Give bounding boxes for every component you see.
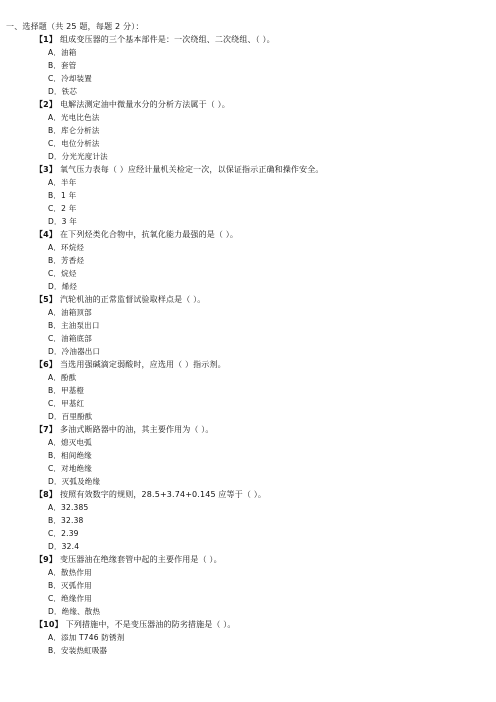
question-stem: [35, 488, 487, 501]
question-number: 【9】: [35, 555, 58, 564]
answer-option: D．绝缘、散热: [48, 607, 101, 616]
question-number: 【1】: [35, 35, 58, 44]
question-block: [27, 98, 487, 163]
answer-option: C．烷烃: [48, 269, 77, 278]
answer-option: A．32.385: [48, 503, 89, 512]
answer-option: A．油箱顶部: [48, 308, 92, 317]
answer-option: B．库仑分析法: [48, 126, 100, 135]
answer-option: D．32.4: [48, 542, 80, 551]
answer-option: B．1 年: [48, 191, 77, 200]
question-text: 在下列烃类化合物中，抗氧化能力最强的是（ ）。: [60, 230, 239, 239]
question-text: 电解法测定油中微量水分的分析方法属于（ ）。: [60, 100, 230, 109]
answer-option: A．半年: [48, 178, 77, 187]
question-number: 【10】: [35, 620, 63, 629]
answer-option: A．添加 T746 防锈剂: [48, 633, 125, 642]
answer-option: B．相间绝缘: [48, 451, 92, 460]
question-block: [27, 33, 487, 98]
answer-option: C．甲基红: [48, 399, 85, 408]
question-number: 【2】: [35, 100, 58, 109]
answer-option: A．散热作用: [48, 568, 92, 577]
answer-option: B．套管: [48, 61, 77, 70]
question-block: [27, 553, 487, 618]
question-stem: [35, 33, 487, 46]
question-block: [27, 293, 487, 358]
question-text: 下列措施中，不是变压器油的防劣措施是（ ）。: [65, 620, 236, 629]
question-text: 按照有效数字的规则，28.5+3.74+0.145 应等于（ ）。: [60, 490, 266, 499]
question-number: 【3】: [35, 165, 58, 174]
answer-option: D．灭弧及绝缘: [48, 477, 101, 486]
question-text: 变压器油在绝缘套管中起的主要作用是（ ）。: [60, 555, 222, 564]
question-text: 当选用强碱滴定弱酸时，应选用（ ）指示剂。: [60, 360, 226, 369]
answer-option: B．安装热虹吸器: [48, 646, 108, 655]
exam-document: [6, 20, 487, 657]
question-block: [27, 488, 487, 553]
answer-option: C．冷却装置: [48, 74, 92, 83]
question-block: [27, 423, 487, 488]
question-text: 多油式断路器中的油，其主要作用为（ ）。: [60, 425, 214, 434]
answer-option: C．对地绝缘: [48, 464, 92, 473]
section-title: 一、选择题（共 25 题，每题 2 分）：: [6, 22, 144, 31]
question-stem: [35, 553, 487, 566]
answer-option: D．3 年: [48, 217, 77, 226]
answer-option: A．油箱: [48, 48, 77, 57]
answer-option: D．冷油器出口: [48, 347, 101, 356]
question-stem: [35, 228, 487, 241]
answer-option: A．光电比色法: [48, 113, 100, 122]
answer-option: B．芳香烃: [48, 256, 85, 265]
question-text: 组成变压器的三个基本部件是：一次绕组、二次绕组、（ ）。: [60, 35, 275, 44]
answer-option: C．2.39: [48, 529, 79, 538]
answer-option: C．绝缘作用: [48, 594, 92, 603]
question-stem: [35, 98, 487, 111]
answer-option: B．32.38: [48, 516, 84, 525]
answer-option: C．电位分析法: [48, 139, 100, 148]
answer-option: A．熄灭电弧: [48, 438, 92, 447]
answer-option: D．分光光度计法: [48, 152, 108, 161]
question-stem: [35, 163, 487, 176]
question-block: [27, 358, 487, 423]
answer-option: A．酚酞: [48, 373, 77, 382]
question-stem: [35, 423, 487, 436]
question-block: [27, 618, 487, 657]
answer-option: B．灭弧作用: [48, 581, 92, 590]
answer-option: C．油箱底部: [48, 334, 92, 343]
answer-option: D．百里酚酞: [48, 412, 93, 421]
question-stem: [35, 293, 487, 306]
question-block: [27, 228, 487, 293]
question-stem: [35, 618, 487, 631]
question-text: 汽轮机油的正常监督试验取样点是（ ）。: [60, 295, 206, 304]
question-number: 【7】: [35, 425, 58, 434]
question-number: 【6】: [35, 360, 58, 369]
answer-option: B．甲基橙: [48, 386, 85, 395]
answer-option: B．主油泵出口: [48, 321, 100, 330]
answer-option: D．烯烃: [48, 282, 78, 291]
question-list: [27, 33, 487, 657]
answer-option: D．铁芯: [48, 87, 78, 96]
question-number: 【8】: [35, 490, 58, 499]
question-block: [27, 163, 487, 228]
question-text: 氧气压力表每（ ）应经计量机关检定一次，以保证指示正确和操作安全。: [60, 165, 324, 174]
question-stem: [35, 358, 487, 371]
answer-option: A．环烷烃: [48, 243, 85, 252]
question-number: 【4】: [35, 230, 58, 239]
question-number: 【5】: [35, 295, 58, 304]
answer-option: C．2 年: [48, 204, 77, 213]
